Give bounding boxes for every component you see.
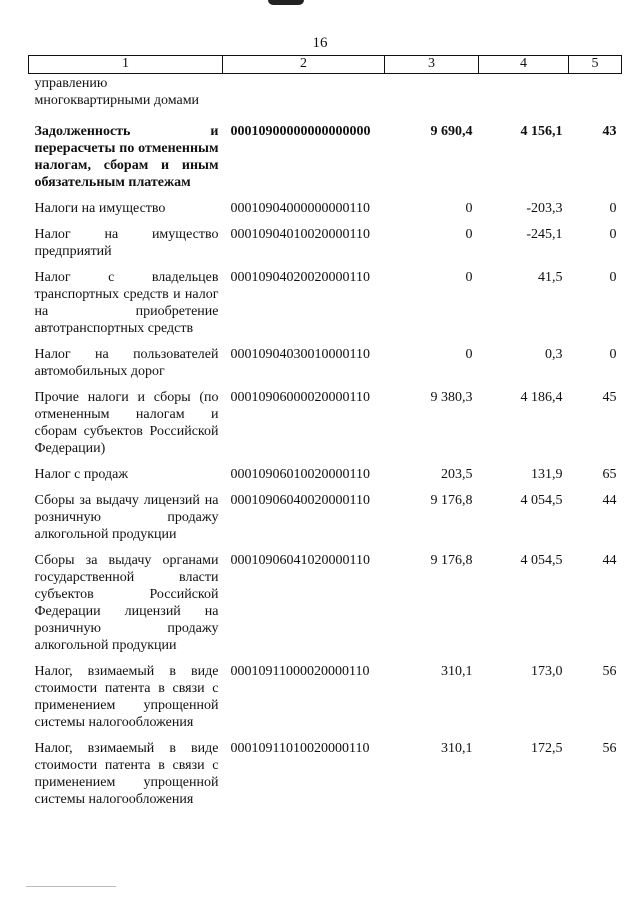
table-row	[29, 466, 622, 492]
table-row	[29, 346, 622, 389]
actual-value-cell: 4 156,1	[520, 124, 563, 139]
table-row	[29, 269, 622, 346]
budget-table	[28, 55, 622, 817]
actual-value-cell: 4 186,4	[520, 390, 563, 405]
row-name-cell: управлению многоквартирными домами	[34, 76, 200, 108]
table-row	[29, 740, 622, 817]
column-header-1: 1	[29, 56, 223, 74]
plan-value-cell: 0	[465, 270, 473, 285]
actual-value-cell	[479, 74, 569, 124]
budget-code-cell: 00010904010020000110	[230, 227, 370, 242]
row-name-cell: Налог, взимаемый в виде стоимости патента в связи с применением упрощенной системы налогообложения	[34, 741, 219, 807]
row-name-cell: Задолженность и перерасчеты по отмененным налогам, сборам и иным обязательным платежам	[34, 124, 219, 190]
table-row	[29, 552, 622, 663]
actual-value-cell: 4 054,5	[520, 493, 563, 508]
budget-code-cell: 00010906040020000110	[230, 493, 370, 508]
actual-value-cell: 172,5	[531, 741, 563, 756]
percent-cell: 44	[602, 493, 617, 508]
row-name-cell: Налог на пользователей автомобильных дорог	[34, 347, 219, 379]
table-row	[29, 492, 622, 552]
percent-cell: 0	[609, 227, 617, 242]
budget-code-cell: 00010900000000000000	[230, 124, 371, 139]
percent-cell: 56	[602, 741, 617, 756]
column-header-5: 5	[569, 56, 622, 74]
budget-code-cell: 00010911000020000110	[230, 664, 370, 679]
table-row	[29, 663, 622, 740]
percent-cell: 43	[602, 124, 617, 139]
actual-value-cell: 41,5	[538, 270, 563, 285]
percent-cell: 56	[602, 664, 617, 679]
plan-value-cell: 9 176,8	[430, 553, 473, 568]
plan-value-cell: 9 690,4	[430, 124, 473, 139]
percent-cell: 44	[602, 553, 617, 568]
actual-value-cell: 131,9	[531, 467, 563, 482]
budget-code-cell	[223, 74, 385, 124]
budget-code-cell: 00010911010020000110	[230, 741, 370, 756]
row-name-cell: Сборы за выдачу лицензий на розничную продажу алкогольной продукции	[34, 493, 219, 542]
plan-value-cell: 310,1	[441, 664, 473, 679]
percent-cell: 0	[609, 270, 617, 285]
plan-value-cell: 0	[465, 227, 473, 242]
row-name-cell: Налог с продаж	[34, 467, 128, 482]
table-row	[29, 200, 622, 226]
actual-value-cell: -245,1	[526, 227, 563, 242]
percent-cell: 0	[609, 201, 617, 216]
percent-cell: 65	[602, 467, 617, 482]
table-row	[29, 389, 622, 466]
table-row	[29, 74, 622, 124]
percent-cell: 0	[609, 347, 617, 362]
plan-value-cell: 9 176,8	[430, 493, 473, 508]
actual-value-cell: -203,3	[526, 201, 563, 216]
actual-value-cell: 0,3	[545, 347, 563, 362]
budget-code-cell: 00010906041020000110	[230, 553, 370, 568]
column-header-2: 2	[223, 56, 385, 74]
row-name-cell: Налог, взимаемый в виде стоимости патента в связи с применением упрощенной системы налогообложения	[34, 664, 219, 730]
footer-rule	[26, 886, 116, 887]
column-header-4: 4	[479, 56, 569, 74]
budget-code-cell: 00010904020020000110	[230, 270, 370, 285]
row-name-cell: Сборы за выдачу органами государственной власти субъектов Российской Федерации лицензий на розничную продажу алкогольной продукции	[34, 553, 219, 653]
row-name-cell: Налог с владельцев транспортных средств и налог на приобретение автотранспортных средств	[34, 270, 219, 336]
actual-value-cell: 173,0	[531, 664, 563, 679]
row-name-cell: Налоги на имущество	[34, 201, 166, 216]
budget-code-cell: 00010906010020000110	[230, 467, 370, 482]
header-row	[29, 56, 622, 74]
actual-value-cell: 4 054,5	[520, 553, 563, 568]
percent-cell: 45	[602, 390, 617, 405]
plan-value-cell: 0	[465, 347, 473, 362]
table-row	[29, 123, 622, 200]
plan-value-cell: 310,1	[441, 741, 473, 756]
page-number: 16	[312, 35, 328, 51]
row-name-cell: Прочие налоги и сборы (по отмененным налогам и сборам субъектов Российской Федерации)	[34, 390, 219, 456]
plan-value-cell: 9 380,3	[430, 390, 473, 405]
budget-code-cell: 00010904030010000110	[230, 347, 370, 362]
percent-cell	[569, 74, 622, 124]
plan-value-cell	[385, 74, 479, 124]
row-name-cell: Налог на имущество предприятий	[34, 227, 219, 259]
scan-mark	[268, 0, 304, 5]
column-header-3: 3	[385, 56, 479, 74]
table-row	[29, 226, 622, 269]
budget-code-cell: 00010906000020000110	[230, 390, 370, 405]
plan-value-cell: 0	[465, 201, 473, 216]
plan-value-cell: 203,5	[441, 467, 473, 482]
budget-code-cell: 00010904000000000110	[230, 201, 370, 216]
